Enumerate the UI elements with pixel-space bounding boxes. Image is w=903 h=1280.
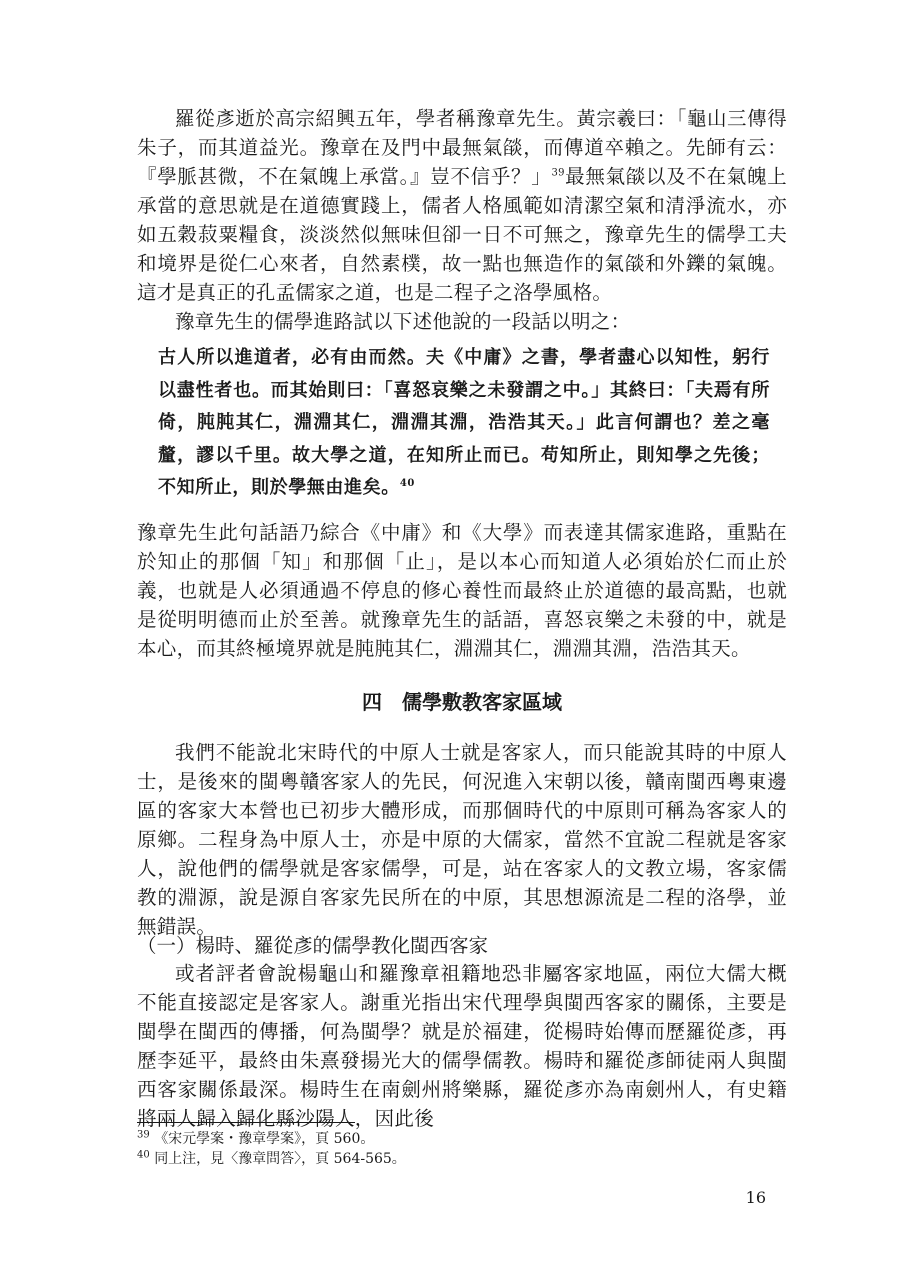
footnote-number: 40 <box>137 1149 150 1161</box>
block-quote <box>158 342 770 505</box>
paragraph-1-text-cont: 最無氣燄以及不在氣魄上承當的意思就是在道德實踐上，儒者人格風範如清潔空氣和清淨流水，亦如五穀菽粟糧食，淡淡然似無味但卻一日不可無之，豫章先生的儒學工夫和境界是從仁心來者，自然素樸，故一點也無造作的氣燄和外鑠的氣魄。這才是真正的孔孟儒家之道，也是二程子之洛學風格。 <box>137 165 787 304</box>
footnote-text: 《宋元學案・豫章學案》，頁 560。 <box>154 1131 375 1147</box>
footnote-ref-40[interactable]: 40 <box>399 478 415 489</box>
block-quote-text: 古人所以進道者，必有由而然。夫《中庸》之書，學者盡心以知性，躬行以盡性者也。而其始則曰：「喜怒哀樂之未發謂之中。」其終曰：「夫焉有所倚，肫肫其仁，淵淵其仁，淵淵其淵，浩浩其天。」此言何謂也？差之毫釐，謬以千里。故大學之道，在知所止而已。苟知所止，則知學之先後；不知所止，則於學無由進矣。 <box>158 347 770 498</box>
paragraph-3-text: 豫章先生此句話語乃綜合《中庸》和《大學》而表達其儒家進路，重點在於知止的那個「知」和那個「止」，是以本心而知道人必須始於仁而止於義，也就是人必須通過不停息的修心養性而最終止於道德的最高點，也就是從明明德而止於至善。就豫章先生的話語，喜怒哀樂之未發的中，就是本心，而其終極境界就是肫肫其仁，淵淵其仁，淵淵其淵，浩浩其天。 <box>137 521 787 660</box>
footnote-39 <box>137 1130 374 1148</box>
footnote-text: 同上注，見〈豫章問答〉，頁 564-565。 <box>154 1151 406 1167</box>
page-number: 16 <box>745 1188 766 1207</box>
footnote-separator <box>137 1122 355 1123</box>
paragraph-3 <box>137 518 787 663</box>
paragraph-4-text: 我們不能說北宋時代的中原人士就是客家人，而只能說其時的中原人士，是後來的閩粵贛客家人的先民，何況進入宋朝以後，贛南閩西粵東邊區的客家大本營也已初步大體形成，而那個時代的中原則可稱為客家人的原鄉。二程身為中原人士，亦是中原的大儒家，當然不宜說二程就是客家人，說他們的儒學就是客家儒學，可是，站在客家人的文教立場，客家儒教的淵源，說是源自客家先民所在的中原，其思想源流是二程的洛學，並無錯誤。 <box>137 741 787 938</box>
footnote-40 <box>137 1150 406 1168</box>
footnote-ref-39[interactable]: 39 <box>551 167 565 179</box>
section-heading: 四 儒學敷教客家區域 <box>362 690 562 714</box>
paragraph-2 <box>137 307 787 336</box>
paragraph-5 <box>137 959 787 1133</box>
paragraph-5-text: 或者評者會說楊龜山和羅豫章祖籍地恐非屬客家地區，兩位大儒大概不能直接認定是客家人。謝重光指出宋代理學與閩西客家的關係，主要是閩學在閩西的傳播，何為閩學？就是於福建，從楊時始傳而歷羅從彥，再歷李延平，最終由朱熹發揚光大的儒學儒教。楊時和羅從彥師徒兩人與閩西客家關係最深。楊時生在南劍州將樂縣，羅從彥亦為南劍州人，有史籍將兩人歸入歸化縣沙陽人，因此後 <box>137 962 787 1130</box>
paragraph-1-text: 羅從彥逝於高宗紹興五年，學者稱豫章先生。黃宗羲曰：「龜山三傳得朱子，而其道益光。豫章在及門中最無氣燄，而傳道卒賴之。先師有云：『學脈甚微，不在氣魄上承當。』豈不信乎？」 <box>137 107 787 188</box>
paragraph-2-text: 豫章先生的儒學進路試以下述他說的一段話以明之： <box>175 310 631 333</box>
paragraph-4 <box>137 738 787 941</box>
footnote-number: 39 <box>137 1129 150 1141</box>
paragraph-1 <box>137 104 787 307</box>
subsection-heading: （一）楊時、羅從彥的儒學教化閩西客家 <box>137 934 489 957</box>
